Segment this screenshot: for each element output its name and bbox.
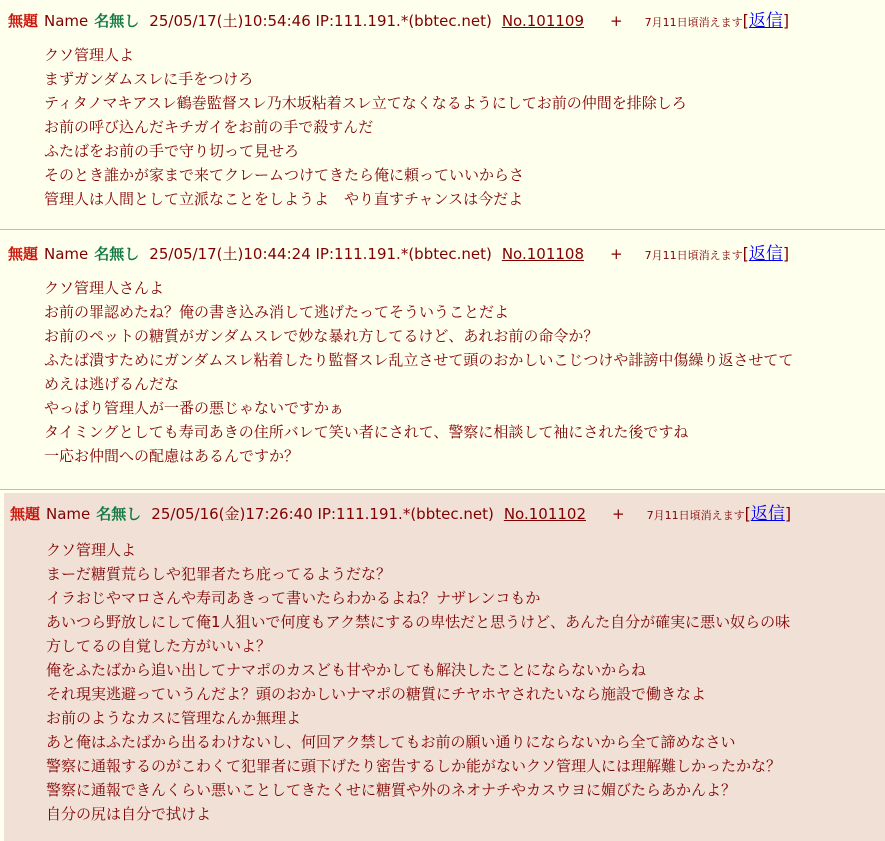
post-number-link[interactable]: No.101102 <box>503 505 586 523</box>
reply-bracket-close: ] <box>782 244 790 263</box>
post-line: イラおじやマロさんや寿司あきって書いたらわかるよね？ナザレンコもか <box>46 589 541 607</box>
post-line: やっぱり管理人が一番の悪じゃないですかぁ <box>44 399 345 417</box>
post-datetime: 25/05/17(土)10:44:24 IP:111.191.*(bbtec.net) <box>149 245 492 263</box>
post-line: まーだ糖質荒らしや犯罪者たち庇ってるようだな？ <box>46 565 392 583</box>
post-line: 方してるの自覚した方がいいよ？ <box>46 637 272 655</box>
post-line: ふたばをお前の手で守り切って見せろ <box>44 142 300 160</box>
post-line: あいつら野放しにして俺1人狙いで何度もアク禁にするの卑怯だと思うけど、あんた自分が確実に悪い奴らの味 <box>46 613 791 631</box>
reply-link[interactable]: 返信 <box>750 504 785 524</box>
post-subject: 無題 <box>8 12 39 30</box>
reply-bracket-open: [ <box>742 244 749 263</box>
post-body <box>46 538 865 826</box>
post-line: 管理人は人間として立派なことをしようよ やり直すチャンスは今だよ <box>44 190 524 208</box>
post-line: まずガンダムスレに手をつけろ <box>44 70 254 88</box>
post-divider <box>0 489 885 490</box>
post-line: 警察に通報するのがこわくて犯罪者に頭下げたり密告するしか能がないクソ管理人には理解難しかったかな？ <box>46 757 782 775</box>
expire-notice: 7月11日頃消えます <box>646 509 745 522</box>
post-line: あと俺はふたばから出るわけないし、何回アク禁してもお前の願い通りにならないから全て諦めなさい <box>46 733 736 751</box>
expire-notice: 7月11日頃消えます <box>644 249 743 262</box>
post-line: 自分の尻は自分で拭けよ <box>46 805 212 823</box>
post-body <box>44 276 865 468</box>
post-header <box>10 501 877 527</box>
reply-bracket-close: ] <box>784 504 792 523</box>
post-header <box>8 8 877 34</box>
post <box>4 493 885 841</box>
name-label: Name <box>46 505 91 523</box>
post-line: ティタノマキアスレ鶴巻監督スレ乃木坂粘着スレ立てなくなるようにしてお前の仲間を排除しろ <box>44 94 687 112</box>
post <box>0 0 885 225</box>
reply-bracket-open: [ <box>742 11 749 30</box>
post-body <box>44 43 865 211</box>
post-line: めえは逃げるんだな <box>44 375 180 393</box>
soudane-button[interactable]: + <box>612 505 625 523</box>
expire-notice: 7月11日頃消えます <box>644 16 743 29</box>
post-line: お前の呼び込んだキチガイをお前の手で殺すんだ <box>44 118 374 136</box>
post-line: クソ管理人よ <box>46 541 137 559</box>
reply-link[interactable]: 返信 <box>748 244 783 264</box>
soudane-button[interactable]: + <box>610 245 623 263</box>
post-line: そのとき誰かが家まで来てクレームつけてきたら俺に頼っていいからさ <box>44 166 525 184</box>
name-label: Name <box>44 12 89 30</box>
post-line: ふたば潰すためにガンダムスレ粘着したり監督スレ乱立させて頭のおかしいこじつけや誹謗中傷繰り返させてて <box>44 351 794 369</box>
soudane-button[interactable]: + <box>610 12 623 30</box>
post-number-link[interactable]: No.101109 <box>501 12 584 30</box>
reply-link[interactable]: 返信 <box>748 11 783 31</box>
name-label: Name <box>44 245 89 263</box>
post-line: 俺をふたばから追い出してナマポのカスども甘やかしても解決したことにならないからね <box>46 661 647 679</box>
poster-name: 名無し <box>94 245 140 263</box>
post-line: お前のようなカスに管理なんか無理よ <box>46 709 302 727</box>
poster-name: 名無し <box>96 505 142 523</box>
post-datetime: 25/05/17(土)10:54:46 IP:111.191.*(bbtec.net) <box>149 12 492 30</box>
poster-name: 名無し <box>94 12 140 30</box>
post-line: 一応お仲間への配慮はあるんですか？ <box>44 447 300 465</box>
post-subject: 無題 <box>8 245 39 263</box>
post <box>0 233 885 485</box>
post-line: クソ管理人さんよ <box>44 279 165 297</box>
post-line: クソ管理人よ <box>44 46 135 64</box>
post-line: お前の罪認めたね？俺の書き込み消して逃げたってそういうことだよ <box>44 303 510 321</box>
post-line: それ現実逃避っていうんだよ？頭のおかしいナマポの糖質にチヤホヤされたいなら施設で働きなよ <box>46 685 707 703</box>
post-datetime: 25/05/16(金)17:26:40 IP:111.191.*(bbtec.net) <box>151 505 494 523</box>
post-subject: 無題 <box>10 505 41 523</box>
post-line: タイミングとしても寿司あきの住所バレて笑い者にされて、警察に相談して袖にされた後ですね <box>44 423 689 441</box>
reply-bracket-close: ] <box>782 11 790 30</box>
post-number-link[interactable]: No.101108 <box>501 245 584 263</box>
post-header <box>8 241 877 267</box>
post-line: 警察に通報できんくらい悪いことしてきたくせに糖質や外のネオナチやカスウヨに媚びたらあかんよ？ <box>46 781 737 799</box>
post-line: お前のペットの糖質がガンダムスレで妙な暴れ方してるけど、あれお前の命令か？ <box>44 327 599 345</box>
post-divider <box>0 229 885 230</box>
reply-bracket-open: [ <box>744 504 751 523</box>
